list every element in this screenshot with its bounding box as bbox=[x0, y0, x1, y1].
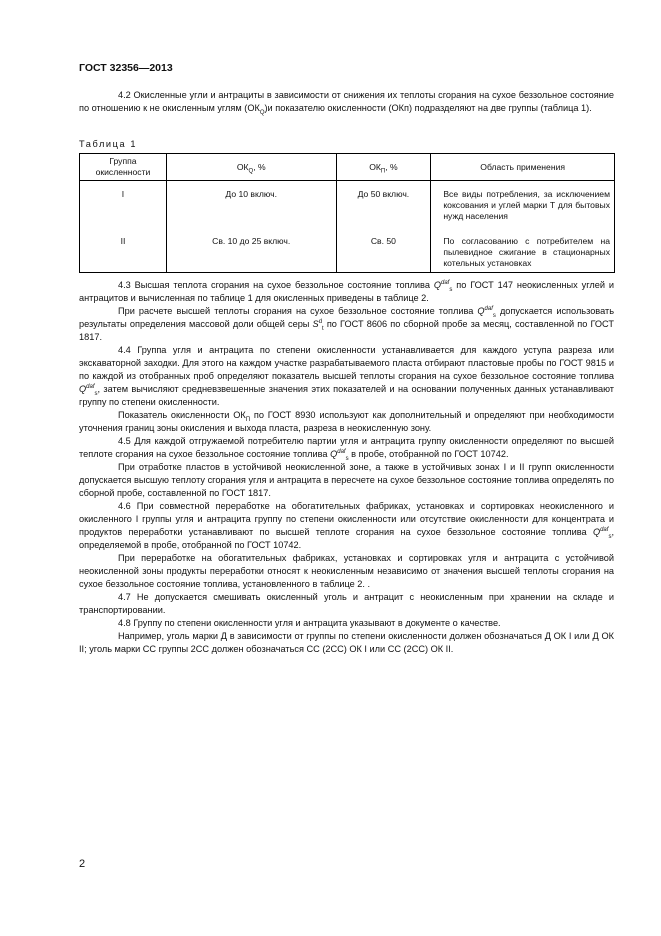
cell-okq: До 10 включ. bbox=[166, 181, 336, 235]
section-4-5-note: При отработке пластов в устойчивой неокисленной зоне, а также в устойчивых зонах I и II групп окисленности допускается высшую теплоту сгорания угля и антрацита в пересчете на сухое беззольное состояние топлива определять по сборной пробе, составленной по ГОСТ 1817. bbox=[79, 462, 614, 498]
section-4-5: 4.5 Для каждой отгружаемой потребителю партии угля и антрацита группу окисленности определяют по высшей теплоте сгорания на сухое беззольное состояние топлива $Q^{daf}_s$ в пробе, отобранной по ГОСТ 10742. bbox=[79, 436, 614, 462]
col-header-okq: $ОК_Q$, % bbox=[166, 154, 336, 181]
section-4-8-example: Например, уголь марки Д в зависимости от группы по степени окисленности должен обозначаться Д ОК I или Д ОК II; уголь марки СС группы 2СС должен обозначаться СС (2СС) ОК I или СС (2СС) ОК II. bbox=[79, 631, 614, 654]
cell-okp: Св. 50 bbox=[336, 234, 431, 273]
cell-area: Все виды потребления, за исключением коксования и углей марки Т для бытовых нужд населения bbox=[431, 181, 615, 235]
section-4-3: 4.3 Высшая теплота сгорания на сухое беззольное состояние топлива $Q^{daf}_s$ по ГОСТ 147 неокисленных углей и антрацитов и вычисленная по таблице 1 для окисленных приведены в таблице 2. bbox=[79, 279, 614, 303]
page-number: 2 bbox=[79, 858, 86, 870]
table-header-row bbox=[80, 154, 615, 181]
table-caption: Таблица 1 bbox=[79, 139, 138, 149]
section-4-2: 4.2 Окисленные угли и антрациты в зависимости от снижения их теплоты сгорания на сухое беззольное состояние по отношению к не окисленным углям $(ОК_Q)и$ показателю окисленности (ОКп) подразделяют на две группы (таблица 1). bbox=[79, 90, 614, 116]
section-4-6-note: При переработке на обогатительных фабриках, установках и сортировках угля и антрацита с устойчивой неокисленной зоны продукты переработки относят к неокисленным независимо от значения высшей теплоты сгорания на сухое беззольное состояние топлива, установленного в таблице 2. . bbox=[79, 553, 614, 589]
cell-group: I bbox=[80, 181, 167, 235]
table-row bbox=[80, 181, 615, 235]
section-4-6: 4.6 При совместной переработке на обогатительных фабриках, установках и сортировках неокисленного и окисленного I группы угля и антрацита группу по степени окисленности или отсутствие окисленности для концентрата и продуктов переработки устанавливают по высшей теплоте сгорания на сухое беззольное состояние топлива $Q^{daf}_s$, определяемой в пробе, отобранной по ГОСТ 10742. bbox=[79, 501, 614, 550]
cell-area: По согласованию с потребителем на пылевидное сжигание в стационарных котельных установках bbox=[431, 234, 615, 273]
section-4-4-note: Показатель окисленности $ОК_П$ по ГОСТ 8930 используют как дополнительный и определяют при необходимости уточнения границ зоны окисления и выхода пласта, разреза в неокисленную зону. bbox=[79, 410, 614, 433]
col-header-okp: $ОК_П$, % bbox=[336, 154, 431, 181]
cell-group: II bbox=[80, 234, 167, 273]
col-header-group: Группа окисленности bbox=[80, 154, 167, 181]
col-header-area: Область применения bbox=[431, 154, 615, 181]
section-4-4: 4.4 Группа угля и антрацита по степени окисленности устанавливается для каждого уступа разреза или экскаваторной заходки. Для этого на каждом участке разрабатываемого пласта отбирают пластовые пробы по ГОСТ 9815 и по каждой из отобранных проб определяют показатель высшей теплоты сгорания на сухое беззольное состояние топлива $Q^{daf}_s$, затем вычисляют средневзвешенные значения этих показателей и на основании полученных данных устанавливают группу по степени окисленности. bbox=[79, 345, 614, 407]
cell-okp: До 50 включ. bbox=[336, 181, 431, 235]
cell-okq: Св. 10 до 25 включ. bbox=[166, 234, 336, 273]
main-text bbox=[79, 279, 614, 656]
section-4-7: 4.7 Не допускается смешивать окисленный уголь и антрацит с неокисленным при хранении на складе и транспортировании. bbox=[79, 592, 614, 615]
section-4-3-note: При расчете высшей теплоты сгорания на сухое беззольное состояние топлива $Q^{daf}_s$ допускается использовать результаты определения массовой доли общей серы $S^d_t$ по ГОСТ 8606 по сборной пробе за месяц, составленной по ГОСТ 1817. bbox=[79, 305, 614, 342]
section-4-8: 4.8 Группу по степени окисленности угля и антрацита указывают в документе о качестве. bbox=[118, 618, 501, 628]
table-row bbox=[80, 234, 615, 273]
oxidation-groups-table bbox=[79, 153, 615, 273]
document-header: ГОСТ 32356—2013 bbox=[79, 62, 173, 74]
